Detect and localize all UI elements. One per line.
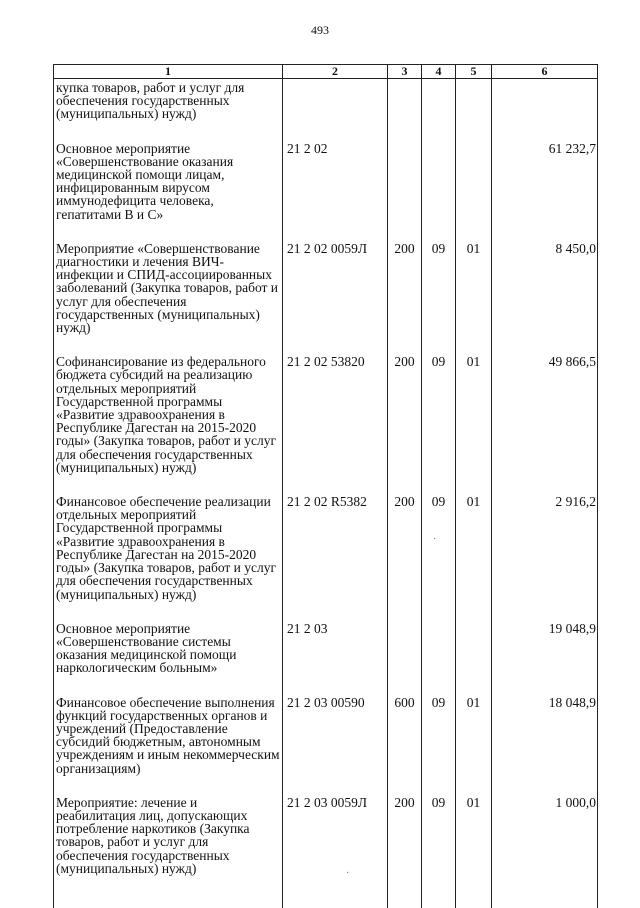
row-amount: 18 048,9 — [492, 675, 598, 775]
row-code: 21 2 03 — [283, 601, 388, 675]
row-code: 21 2 02 — [283, 121, 388, 221]
row-code: 21 2 03 0059Л — [283, 775, 388, 908]
row-code — [283, 79, 388, 121]
column-header: 4 — [422, 65, 456, 79]
row-col5: 01 — [456, 675, 492, 775]
scan-speck: · — [346, 868, 350, 879]
row-col5 — [456, 79, 492, 121]
column-header: 3 — [388, 65, 422, 79]
column-header: 6 — [492, 65, 598, 79]
row-amount: 8 450,0 — [492, 221, 598, 334]
row-amount: 1 000,0 — [492, 775, 598, 908]
row-amount: 61 232,7 — [492, 121, 598, 221]
row-col4: 09 — [422, 221, 456, 334]
row-amount: 19 048,9 — [492, 601, 598, 675]
row-col3: 200 — [388, 334, 422, 474]
table-row — [54, 221, 598, 334]
column-header: 1 — [54, 65, 283, 79]
row-code: 21 2 02 R5382 — [283, 474, 388, 601]
row-col4: 09 — [422, 675, 456, 775]
row-code: 21 2 02 0059Л — [283, 221, 388, 334]
row-col3 — [388, 121, 422, 221]
row-name: Финансовое обеспечение реализации отдельных мероприятий Государственной программы «Развитие здравоохранения в Республике Дагестан на 2015-2020 годы» (Закупка товаров, работ и услуг для обеспечения государственных (муниципальных) нужд) — [54, 474, 283, 601]
page-number: 493 — [311, 23, 329, 37]
table-header-row — [54, 65, 598, 79]
table-row — [54, 334, 598, 474]
row-name: купка товаров, работ и услуг для обеспечения государственных (муниципальных) нужд) — [54, 79, 283, 121]
row-col3: 200 — [388, 474, 422, 601]
table-row — [54, 775, 598, 908]
table-row — [54, 121, 598, 221]
scan-speck: · — [433, 534, 437, 545]
row-col4 — [422, 121, 456, 221]
row-col4 — [422, 79, 456, 121]
row-name: Финансовое обеспечение выполнения функций государственных органов и учреждений (Предоставление субсидий бюджетным, автономным учреждениям и иным некоммерческим организациям) — [54, 675, 283, 775]
row-amount — [492, 79, 598, 121]
row-col4 — [422, 601, 456, 675]
row-amount: 49 866,5 — [492, 334, 598, 474]
row-col4: 09 — [422, 775, 456, 908]
table-row — [54, 474, 598, 601]
row-col3 — [388, 79, 422, 121]
row-col3: 200 — [388, 775, 422, 908]
table-row — [54, 79, 598, 121]
row-code: 21 2 03 00590 — [283, 675, 388, 775]
column-header: 2 — [283, 65, 388, 79]
table-row — [54, 675, 598, 775]
row-name: Основное мероприятие «Совершенствование оказания медицинской помощи лицам, инфицированным вирусом иммунодефицита человека, гепатитами В и С» — [54, 121, 283, 221]
row-col3: 200 — [388, 221, 422, 334]
row-col5: 01 — [456, 221, 492, 334]
row-col4: 09 — [422, 334, 456, 474]
row-amount: 2 916,2 — [492, 474, 598, 601]
row-col5: 01 — [456, 474, 492, 601]
row-col3 — [388, 601, 422, 675]
budget-table — [53, 64, 598, 908]
row-name: Основное мероприятие «Совершенствование системы оказания медицинской помощи наркологическим больным» — [54, 601, 283, 675]
column-header: 5 — [456, 65, 492, 79]
row-col4: 09 — [422, 474, 456, 601]
row-col5: 01 — [456, 775, 492, 908]
row-code: 21 2 02 53820 — [283, 334, 388, 474]
row-col5: 01 — [456, 334, 492, 474]
row-col5 — [456, 601, 492, 675]
row-name: Мероприятие «Совершенствование диагностики и лечения ВИЧ-инфекции и СПИД-ассоциированных заболеваний (Закупка товаров, работ и услуг для обеспечения государственных (муниципальных) нужд) — [54, 221, 283, 334]
row-name: Мероприятие: лечение и реабилитация лиц, допускающих потребление наркотиков (Закупка товаров, работ и услуг для обеспечения государственных (муниципальных) нужд) — [54, 775, 283, 908]
row-col3: 600 — [388, 675, 422, 775]
row-col5 — [456, 121, 492, 221]
table-row — [54, 601, 598, 675]
row-name: Софинансирование из федерального бюджета субсидий на реализацию отдельных мероприятий Государственной программы «Развитие здравоохранения в Республике Дагестан на 2015-2020 годы» (Закупка товаров, работ и услуг для обеспечения государственных (муниципальных) нужд) — [54, 334, 283, 474]
